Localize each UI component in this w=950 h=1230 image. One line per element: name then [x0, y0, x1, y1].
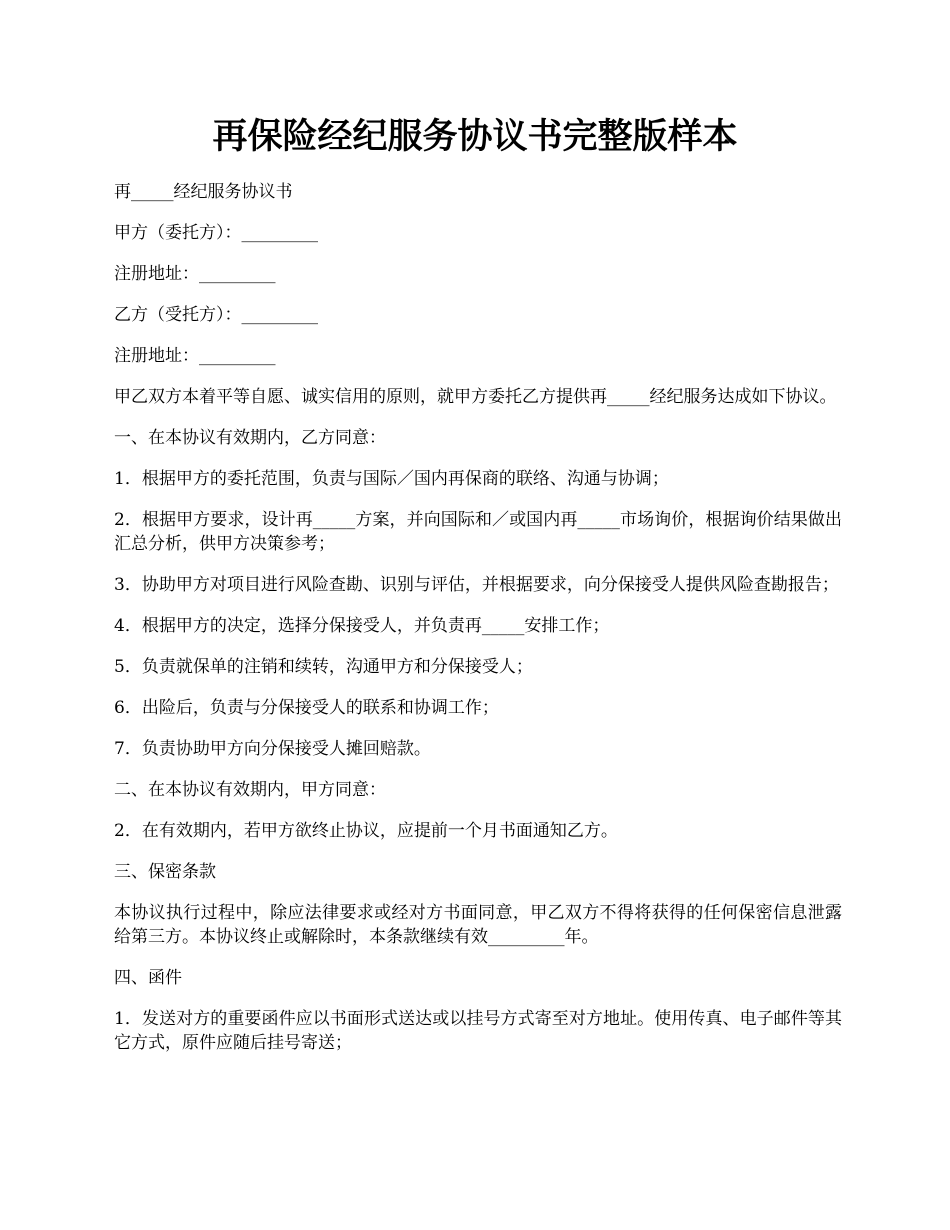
section-2-item-2: 2．在有效期内，若甲方欲终止协议，应提前一个月书面通知乙方。	[114, 821, 618, 841]
document-title: 再保险经纪服务协议书完整版样本	[212, 116, 738, 157]
section-1-item-5: 5．负责就保单的注销和续转，沟通甲方和分保接受人；	[114, 657, 533, 677]
section-1-item-1: 1．根据甲方的委托范围，负责与国际／国内再保商的联络、沟通与协调；	[114, 469, 669, 489]
section-1-item-4: 4．根据甲方的决定，选择分保接受人，并负责再_____安排工作；	[114, 616, 610, 636]
party-b-line: 乙方（受托方）：_________	[114, 305, 318, 325]
section-4-item-1: 1．发送对方的重要函件应以书面形式送达或以挂号方式寄至对方地址。使用传真、电子邮件等其它方式，原件应随后挂号寄送；	[114, 1009, 842, 1053]
confidentiality-paragraph: 本协议执行过程中，除应法律要求或经对方书面同意，甲乙双方不得将获得的任何保密信息泄露给第三方。本协议终止或解除时，本条款继续有效_________年。	[114, 903, 842, 947]
section-1-item-6: 6．出险后，负责与分保接受人的联系和协调工作；	[114, 698, 499, 718]
party-a-line: 甲方（委托方）：_________	[114, 223, 318, 243]
section-1-item-2: 2．根据甲方要求，设计再_____方案，并向国际和／或国内再_____市场询价，根据询价结果做出汇总分析，供甲方决策参考；	[114, 510, 842, 554]
section-3-heading: 三、保密条款	[114, 862, 216, 882]
party-a-address: 注册地址：_________	[114, 264, 276, 284]
document-body	[114, 180, 842, 1072]
section-1-item-3: 3．协助甲方对项目进行风险查勘、识别与评估，并根据要求，向分保接受人提供风险查勘报告；	[114, 575, 839, 595]
party-b-address: 注册地址：_________	[114, 346, 276, 366]
section-1-heading: 一、在本协议有效期内，乙方同意：	[114, 428, 386, 448]
section-2-heading: 二、在本协议有效期内，甲方同意：	[114, 780, 386, 800]
agreement-heading: 再_____经纪服务协议书	[114, 182, 293, 202]
section-4-heading: 四、函件	[114, 968, 182, 988]
preamble-paragraph: 甲乙双方本着平等自愿、诚实信用的原则，就甲方委托乙方提供再_____经纪服务达成如下协议。	[114, 387, 837, 407]
section-1-item-7: 7．负责协助甲方向分保接受人摊回赔款。	[114, 739, 431, 759]
